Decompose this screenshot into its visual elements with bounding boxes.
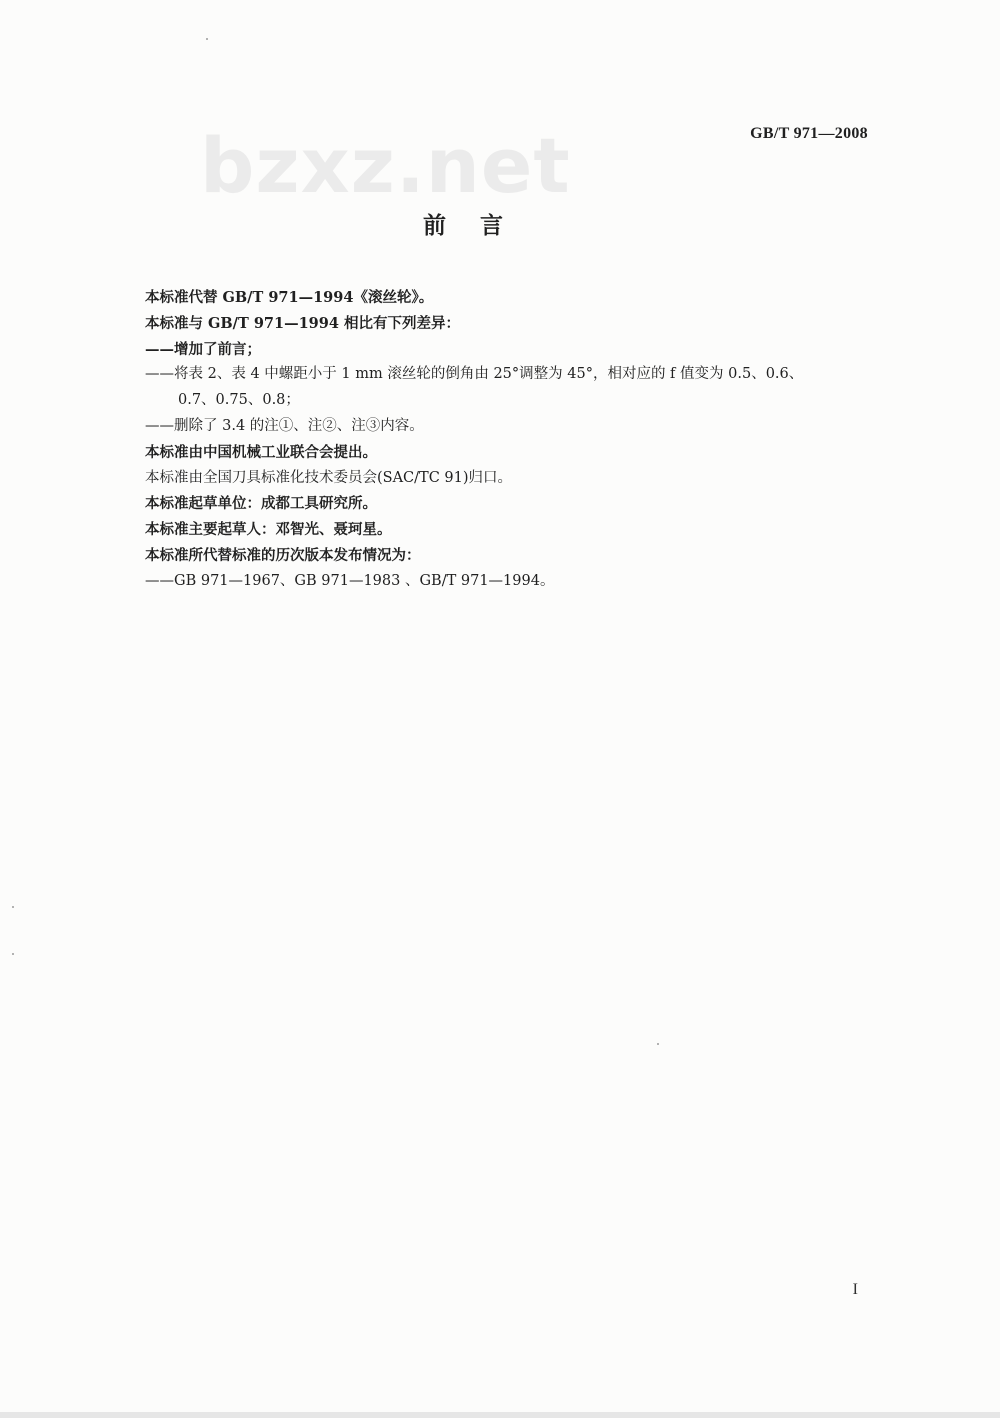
scan-speck (12, 953, 14, 955)
paragraph-proposed-by: 本标准由中国机械工业联合会提出。 (145, 443, 377, 461)
paragraph-drafters: 本标准主要起草人：邓智光、聂珂星。 (145, 521, 392, 539)
list-item-previous-editions: ——GB 971—1967、GB 971—1983 、GB/T 971—1994。 (145, 572, 555, 589)
scan-speck (12, 906, 14, 908)
list-item-chamfer-change: ——将表 2、表 4 中螺距小于 1 mm 滚丝轮的倒角由 25°调整为 45°，相对应的 f 值变为 0.5、0.6、 (145, 366, 804, 383)
paragraph-differences-intro: 本标准与 GB/T 971—1994 相比有下列差异： (145, 314, 460, 332)
page-title: 前言 (423, 213, 537, 239)
list-item-chamfer-change-continued: 0.7、0.75、0.8； (178, 392, 300, 409)
page-number: I (852, 1281, 858, 1298)
paragraph-previous-editions-intro: 本标准所代替标准的历次版本发布情况为： (145, 546, 421, 564)
list-item-foreword-added: ——增加了前言； (145, 340, 261, 358)
foreword-body (145, 285, 875, 595)
standard-code: GB/T 971—2008 (750, 125, 868, 142)
scan-speck (206, 38, 208, 40)
paragraph-replaces: 本标准代替 GB/T 971—1994《滚丝轮》。 (145, 289, 434, 306)
list-item-notes-deleted: ——删除了 3.4 的注①、注②、注③内容。 (145, 417, 424, 434)
paragraph-drafting-unit: 本标准起草单位：成都工具研究所。 (145, 495, 377, 513)
watermark: bzxz.net (200, 121, 571, 210)
page-bottom-edge (0, 1412, 1000, 1418)
scan-speck (657, 1043, 659, 1045)
paragraph-centralized-by: 本标准由全国刀具标准化技术委员会(SAC/TC 91)归口。 (145, 469, 513, 486)
